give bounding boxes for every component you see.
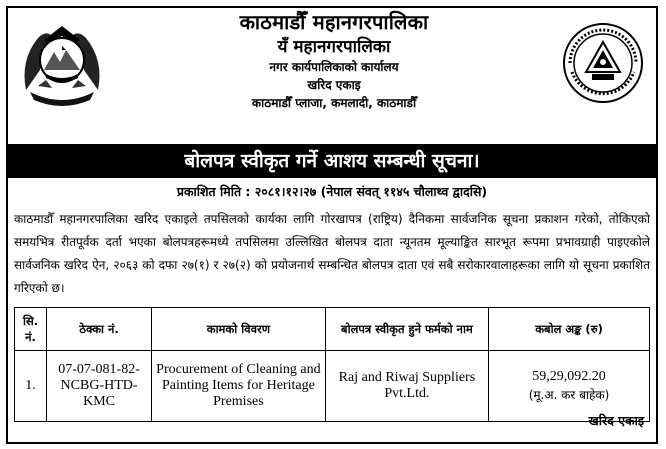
award-table: [14, 307, 650, 422]
header-contract-no: ठेक्का नं.: [47, 308, 152, 351]
header-description: कामको विवरण: [152, 308, 326, 351]
notice-title-banner: बोलपत्र स्वीकृत गर्ने आशय सम्बन्धी सूचना।: [7, 144, 657, 178]
organization-title: काठमाडौँ महानगरपालिका: [239, 10, 429, 34]
cell-description: Procurement of Cleaning and Painting Items for Heritage Premises: [152, 351, 326, 422]
publication-date-value: २०८१।१२।२७ (नेपाल संवत् ११४५ चौलाथ्व द्वादसि): [254, 184, 488, 199]
organization-title-newari: यँ महानगरपालिका: [277, 37, 391, 57]
header-amount: कबोल अङ्क (रु): [489, 308, 650, 351]
table-row: [15, 351, 650, 422]
cell-sn: 1.: [15, 351, 47, 422]
header-bidder: बोलपत्र स्वीकृत हुने फर्मको नाम: [325, 308, 488, 351]
footer-signatory: खरिद एकाइ: [588, 413, 644, 428]
office-name: नगर कार्यपालिकाको कार्यालय: [269, 60, 399, 74]
table-header-row: [15, 308, 650, 351]
kmc-seal-icon: [562, 22, 644, 104]
cell-bidder: Raj and Riwaj Suppliers Pvt.Ltd.: [325, 351, 488, 422]
unit-name: खरिद एकाइ: [307, 78, 361, 92]
amount-value: 59,29,092.20: [532, 369, 606, 384]
cell-contract-no: 07-07-081-82-NCBG-HTD-KMC: [47, 351, 152, 422]
office-address: काठमाडौँ प्लाजा, कमलादी, काठमाडौँ: [251, 96, 417, 110]
header-sn: सि. नं.: [15, 308, 47, 351]
notice-body: काठमाडौँ महानगरपालिका खरिद एकाइले तपसिलको कार्यका लागि गोरखापत्र (राष्ट्रिय) दैनिकमा सार्वजनिक सूचना प्रकाशन गरेको, तोकिएको समयभित्र रीतपूर्वक दर्ता भएका बोलपत्रहरूमध्ये तपसिलमा उल्लिखित बोलपत्र दाता न्यूनतम मूल्याङ्कित सारभूत रूपमा प्रभावग्राही पाइएकोले सार्वजनिक खरिद ऐन, २०६३ को दफा २७(१) र २७(२) को प्रयोजनार्थ सम्बन्धित बोलपत्र दाता एवं सबै सरोकारवालाहरूका लागि यो सूचना प्रकाशित गरिएको छ।: [14, 212, 650, 295]
nepal-emblem-icon: [16, 20, 108, 112]
letterhead: [110, 8, 558, 112]
publication-date-label: प्रकाशित मिति :: [176, 184, 251, 199]
publication-date: [7, 183, 657, 200]
amount-vat-note: (मू.अ. कर बाहेक): [528, 388, 610, 402]
cell-amount: [489, 351, 650, 422]
